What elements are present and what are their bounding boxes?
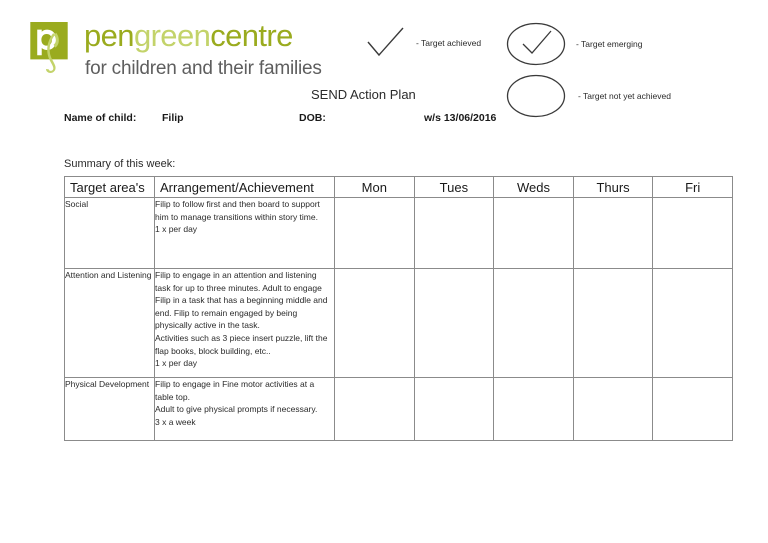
legend-target-emerging-label: - Target emerging [576, 39, 643, 49]
check-mark-icon [366, 26, 406, 60]
logo-wordmark-green: green [133, 18, 211, 53]
name-of-child-value: Filip [162, 112, 184, 124]
column-header-weds: Weds [494, 177, 574, 198]
column-header-tues: Tues [414, 177, 494, 198]
page-title: SEND Action Plan [311, 87, 416, 102]
dob-label: DOB: [299, 112, 326, 124]
day-cell-mon[interactable] [335, 269, 415, 378]
logo-wordmark [84, 19, 293, 53]
child-info-row [64, 112, 704, 130]
week-starting-value: w/s 13/06/2016 [424, 112, 497, 124]
action-plan-table [64, 176, 733, 441]
column-header-arrangement: Arrangement/Achievement [155, 177, 335, 198]
table-header-row [65, 177, 733, 198]
column-header-fri: Fri [653, 177, 733, 198]
name-of-child-label: Name of child: [64, 112, 137, 124]
target-area-cell: Attention and Listening [65, 269, 155, 378]
day-cell-tues[interactable] [414, 198, 494, 269]
target-area-cell: Social [65, 198, 155, 269]
day-cell-mon[interactable] [335, 378, 415, 441]
day-cell-thurs[interactable] [573, 378, 653, 441]
logo-tagline: for children and their families [85, 58, 322, 79]
logo-wordmark-pen: pen [84, 18, 134, 53]
day-cell-fri[interactable] [653, 378, 733, 441]
legend-target-not-achieved-label: - Target not yet achieved [578, 91, 671, 101]
arrangement-cell: Filip to engage in an attention and listening task for up to three minutes. Adult to engage Filip in a task that has a beginning middle and end. Filip to remain engaged by being physically active in the task. Activities such as 3 piece insert puzzle, lift the flap books, block building, etc.. 1 x per day [155, 269, 335, 378]
logo-wordmark-centre: centre [210, 18, 293, 53]
table-row [65, 378, 733, 441]
column-header-thurs: Thurs [573, 177, 653, 198]
legend-target-emerging [506, 22, 642, 66]
pengreen-logo-mark [22, 22, 76, 76]
circled-check-mark-icon [506, 22, 566, 66]
day-cell-fri[interactable] [653, 198, 733, 269]
day-cell-tues[interactable] [414, 269, 494, 378]
day-cell-fri[interactable] [653, 269, 733, 378]
day-cell-mon[interactable] [335, 198, 415, 269]
column-header-mon: Mon [335, 177, 415, 198]
table-row [65, 198, 733, 269]
day-cell-weds[interactable] [494, 378, 574, 441]
column-header-target-area: Target area's [65, 177, 155, 198]
table-row [65, 269, 733, 378]
summary-of-week-label: Summary of this week: [64, 158, 176, 170]
day-cell-weds[interactable] [494, 198, 574, 269]
legend-target-achieved [366, 26, 481, 60]
day-cell-thurs[interactable] [573, 269, 653, 378]
arrangement-cell: Filip to follow first and then board to support him to manage transitions within story time. 1 x per day [155, 198, 335, 269]
day-cell-thurs[interactable] [573, 198, 653, 269]
day-cell-tues[interactable] [414, 378, 494, 441]
arrangement-cell: Filip to engage in Fine motor activities at a table top. Adult to give physical prompts if necessary. 3 x a week [155, 378, 335, 441]
pengreen-centre-logo [22, 18, 342, 102]
legend-target-achieved-label: - Target achieved [416, 38, 482, 48]
day-cell-weds[interactable] [494, 269, 574, 378]
target-area-cell: Physical Development [65, 378, 155, 441]
